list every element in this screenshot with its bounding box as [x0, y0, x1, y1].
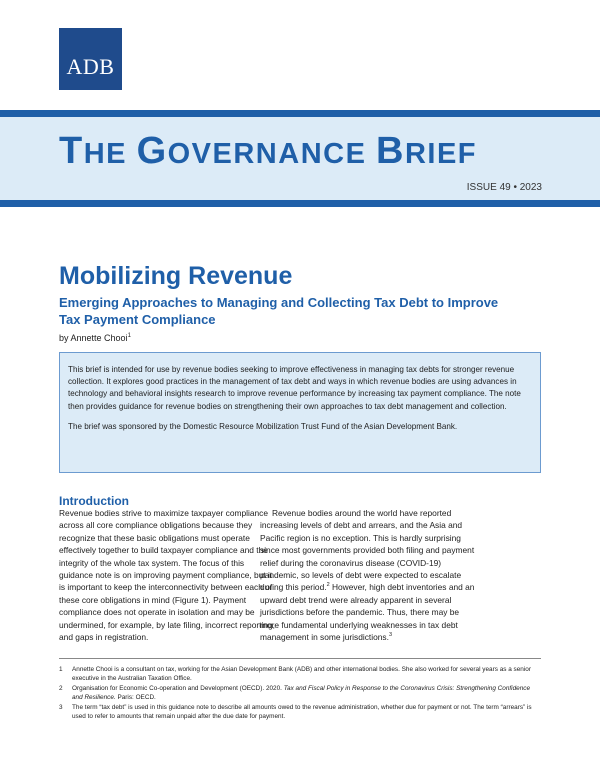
article-subtitle: Emerging Approaches to Managing and Collecting Tax Debt to Improve Tax Payment Compliance: [59, 295, 499, 327]
footnote: 3 The term “tax debt” is used in this guidance note to describe all amounts owed to the revenue administration, whether due for payment or not. The term “arrears” is used to refer to amounts that remain unpaid after the due date for payment.: [59, 704, 532, 720]
footnote-ref: 1: [127, 333, 131, 339]
adb-logo: [59, 28, 122, 90]
sponsor-paragraph: The brief was sponsored by the Domestic Resource Mobilization Trust Fund of the Asian Development Bank.: [68, 421, 458, 431]
article-title: Mobilizing Revenue: [59, 262, 293, 290]
header-band-bottom: [0, 200, 600, 207]
footnote-divider: [59, 658, 541, 659]
summary-paragraph: This brief is intended for use by revenue bodies seeking to improve effectiveness in managing tax debts for stronger revenue collection. It explores good practices in the management of tax debt and ways in which revenue bodies are using advances in technology and behavioral insights research to improve revenue performance by increasing tax payment compliance. The note then provides guidance for revenue bodies on strengthening their own approaches to tax debt management and collection.: [68, 365, 521, 411]
section-heading: Introduction: [59, 494, 129, 508]
footnote: 1 Annette Chooi is a consultant on tax, working for the Asian Development Bank (ADB) and other international bodies. She also worked for several years as a senior executive in the Australian Taxation Office.: [59, 666, 531, 682]
issue-label: ISSUE 49 • 2023: [466, 182, 542, 193]
author-name: by Annette Chooi: [59, 333, 128, 343]
footnotes: [59, 665, 541, 722]
footnote: 2 Organisation for Economic Co-operation and Development (OECD). 2020. Tax and Fiscal Policy in Response to the Coronavirus Crisis: Strengthening Confidence and Resilience. Paris: OECD.: [59, 685, 531, 701]
left-column-text: Revenue bodies strive to maximize taxpayer compliance across all core compliance obligations because they recognize that these basic obligations must operate effectively together to build taxpayer compliance and the integrity of the whole tax system. The focus of this guidance note is on improving payment compliance, but it is important to keep the interconnectivity between each of these core obligations in mind (Figure 1). Payment compliance does not operate in isolation and may be undermined, for example, by late filing, incorrect reporting, and gaps in registration.: [59, 508, 275, 643]
publication-title: THE GOVERNANCE BRIEF: [59, 130, 477, 172]
header-band-top: [0, 110, 600, 117]
byline: [59, 333, 131, 343]
logo-text: ADB: [66, 54, 115, 79]
summary-box: [59, 352, 541, 473]
footnote-ref: 3: [388, 632, 393, 639]
right-column-text: Revenue bodies around the world have reported increasing levels of debt and arrears, and the Asia and Pacific region is no exception. This is hardly surprising since most governments provided both filing and payment relief during the coronavirus disease (COVID-19) pandemic, so levels of debt were expected to escalate during this period.$^2$ However, high debt inventories and an upward debt trend were already apparent in several jurisdictions before the pandemic. Thus, there may be more fundamental underlying weaknesses in tax debt management in some jurisdictions.$^3$: [260, 508, 475, 643]
footnote-ref: 2: [326, 582, 330, 589]
